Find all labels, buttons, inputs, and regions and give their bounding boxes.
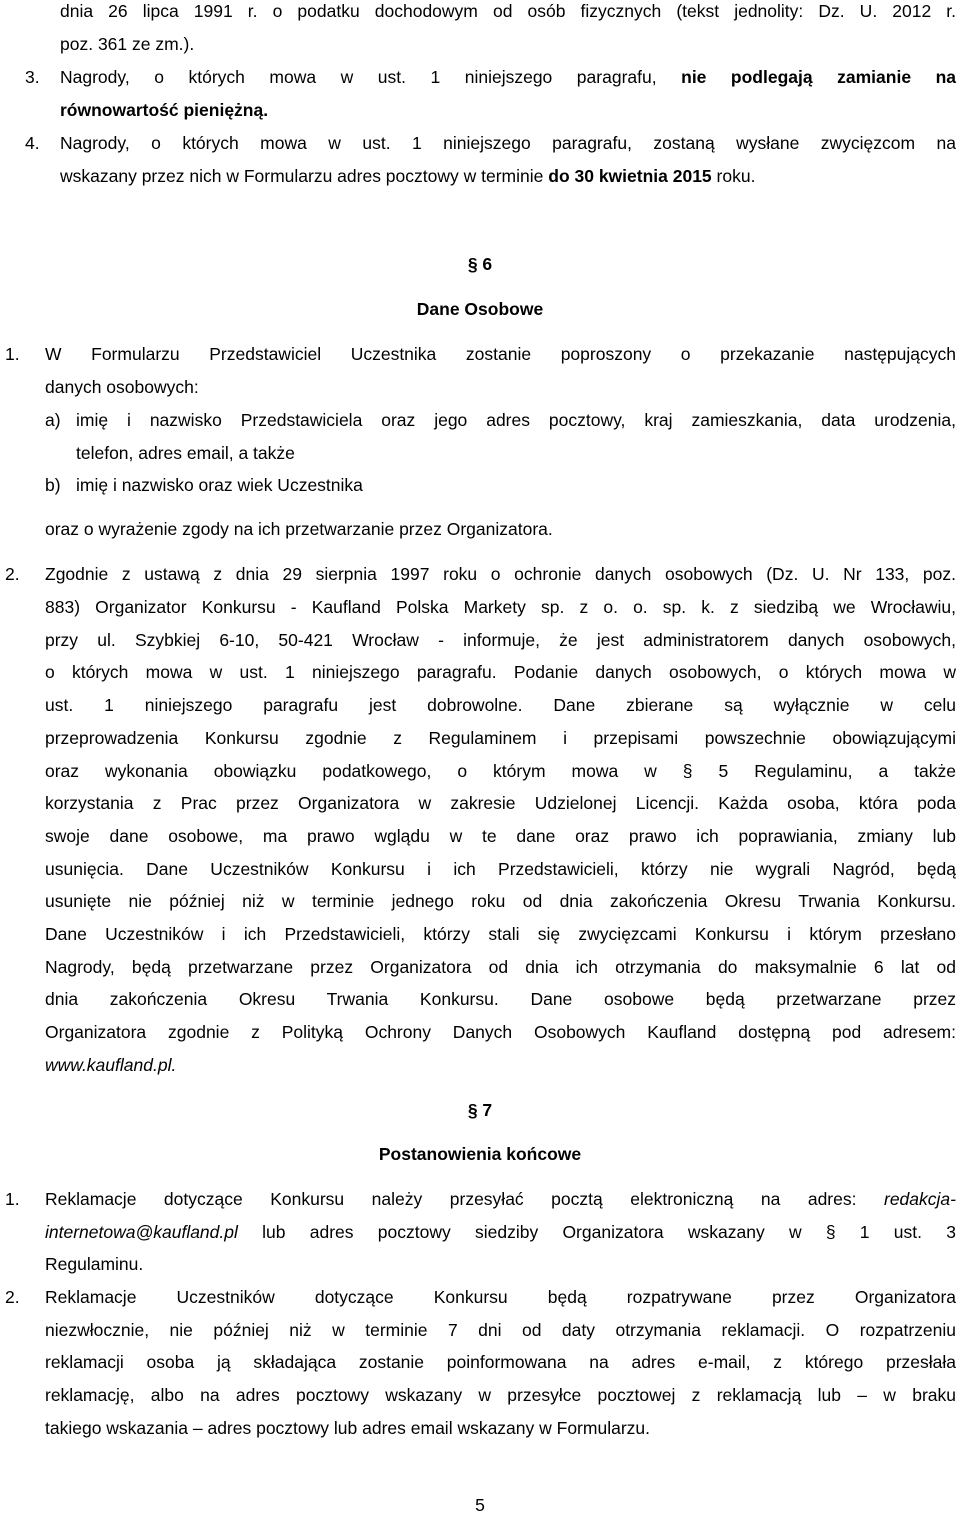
- s6-p2-line: Nagrody, będą przetwarzane przez Organizatora od dnia ich otrzymania do maksymalnie 6 lat od: [45, 957, 956, 977]
- email-link-part-1[interactable]: redakcja-: [884, 1189, 956, 1209]
- s7-p2-last-line: takiego wskazania – adres pocztowy lub adres email wskazany w Formularzu.: [45, 1418, 650, 1438]
- section-7-number: § 7: [467, 1100, 493, 1120]
- s7-p2-line: reklamacji osoba ją składająca zostanie poinformowana na adres e-mail, z którego przesłała: [45, 1352, 956, 1372]
- paragraph-3-line-2: równowartość pieniężną.: [60, 100, 269, 120]
- s6-paragraph-2-number: 2.: [5, 564, 20, 584]
- s6-p2-line: swoje dane osobowe, ma prawo wglądu w te dane oraz prawo ich poprawiania, zmiany lub: [45, 826, 956, 846]
- paragraph-4-text: wskazany przez nich w Formularzu adres pocztowy w terminie: [60, 166, 544, 186]
- paragraph-4-end: roku.: [716, 166, 756, 186]
- s6-p2-line: ust. 1 niniejszego paragrafu jest dobrowolne. Dane zbierane są wyłącznie w celu: [45, 695, 956, 715]
- email-link-part-2[interactable]: internetowa@kaufland.pl: [45, 1222, 238, 1242]
- s7-paragraph-2-number: 2.: [5, 1287, 20, 1307]
- consent-line: oraz o wyrażenie zgody na ich przetwarzanie przez Organizatora.: [45, 519, 553, 539]
- s6-p2-line: Zgodnie z ustawą z dnia 29 sierpnia 1997 roku o ochronie danych osobowych (Dz. U. Nr 133, poz.: [45, 564, 956, 584]
- kaufland-url-link[interactable]: www.kaufland.pl.: [45, 1055, 177, 1075]
- s6-p2-line: Organizatora zgodnie z Polityką Ochrony Danych Osobowych Kaufland dostępną pod adresem:: [45, 1022, 956, 1042]
- page-number: 5: [475, 1495, 485, 1515]
- paragraph-2-line-1: dnia 26 lipca 1991 r. o podatku dochodowym od osób fizycznych (tekst jednolity: Dz. U. 2012 r.: [60, 1, 956, 21]
- item-a-line-1: imię i nazwisko Przedstawiciela oraz jego adres pocztowy, kraj zamieszkania, data urodzenia,: [76, 410, 956, 430]
- s6-p2-line: usunięte nie później niż w terminie jednego roku od dnia zakończenia Okresu Trwania Konkursu.: [45, 891, 956, 911]
- s7-p1-text-2: lub adres pocztowy siedziby Organizatora wskazany w § 1 ust. 3: [262, 1222, 956, 1242]
- s6-p2-line: dnia zakończenia Okresu Trwania Konkursu. Dane osobowe będą przetwarzane przez: [45, 989, 956, 1009]
- s7-paragraph-1-line-1: [45, 1188, 956, 1210]
- paragraph-4-line-2: [60, 165, 755, 187]
- paragraph-4-deadline: do 30 kwietnia 2015: [548, 166, 712, 186]
- item-b-label: b): [45, 475, 61, 495]
- s6-p2-line: Dane Uczestników i ich Przedstawicieli, którzy stali się zwycięzcami Konkursu i którym przesłano: [45, 924, 956, 944]
- s6-p2-line: oraz wykonania obowiązku podatkowego, o którym mowa w § 5 Regulaminu, a także: [45, 761, 956, 781]
- paragraph-4-number: 4.: [25, 133, 40, 153]
- s7-paragraph-1-line-2: [45, 1221, 956, 1243]
- s6-p2-line: o których mowa w ust. 1 niniejszego paragrafu. Podanie danych osobowych, o których mowa w: [45, 662, 956, 682]
- paragraph-4-line-1: Nagrody, o których mowa w ust. 1 niniejszego paragrafu, zostaną wysłane zwycięzcom na: [60, 133, 956, 153]
- item-b-line-1: imię i nazwisko oraz wiek Uczestnika: [76, 475, 363, 495]
- section-7-title: Postanowienia końcowe: [378, 1144, 582, 1164]
- s6-p2-line: przy ul. Szybkiej 6-10, 50-421 Wrocław - informuje, że jest administratorem danych osobowych,: [45, 630, 956, 650]
- paragraph-3-text: Nagrody, o których mowa w ust. 1 niniejszego paragrafu,: [60, 67, 657, 87]
- s7-p2-line: Reklamacje Uczestników dotyczące Konkursu będą rozpatrywane przez Organizatora: [45, 1287, 956, 1307]
- s7-p2-line: niezwłocznie, nie później niż w terminie 7 dni od daty otrzymania reklamacji. O rozpatrzeniu: [45, 1320, 956, 1340]
- paragraph-3-number: 3.: [25, 67, 40, 87]
- item-a-label: a): [45, 410, 61, 430]
- s7-paragraph-1-line-3: Regulaminu.: [45, 1254, 144, 1274]
- s6-p2-line: 883) Organizator Konkursu - Kaufland Polska Markety sp. z o. o. sp. k. z siedzibą we Wrocławiu,: [45, 597, 956, 617]
- section-6-title: Dane Osobowe: [416, 299, 544, 319]
- item-a-line-2: telefon, adres email, a także: [76, 443, 295, 463]
- paragraph-3-bold: nie podlegają zamianie na: [681, 67, 956, 87]
- s7-p2-line: reklamację, albo na adres pocztowy wskazany w przesyłce pocztowej z reklamacją lub – w braku: [45, 1385, 956, 1405]
- s6-p2-line: przeprowadzenia Konkursu zgodnie z Regulaminem i przepisami powszechnie obowiązującymi: [45, 728, 956, 748]
- s6-paragraph-1-number: 1.: [5, 344, 20, 364]
- s7-paragraph-1-number: 1.: [5, 1189, 20, 1209]
- paragraph-3-line-1: [60, 66, 956, 88]
- paragraph-2-line-2: poz. 361 ze zm.).: [60, 34, 195, 54]
- s6-paragraph-1-line-1: W Formularzu Przedstawiciel Uczestnika zostanie poproszony o przekazanie następujących: [45, 344, 956, 364]
- s6-p2-line: korzystania z Prac przez Organizatora w zakresie Udzielonej Licencji. Każda osoba, która poda: [45, 793, 956, 813]
- s7-p1-text: Reklamacje dotyczące Konkursu należy przesyłać pocztą elektroniczną na adres:: [45, 1189, 857, 1209]
- s6-paragraph-1-line-2: danych osobowych:: [45, 377, 199, 397]
- s6-p2-line: usunięcia. Dane Uczestników Konkursu i ich Przedstawicieli, którzy nie wygrali Nagród, będą: [45, 859, 956, 879]
- section-6-number: § 6: [467, 254, 493, 274]
